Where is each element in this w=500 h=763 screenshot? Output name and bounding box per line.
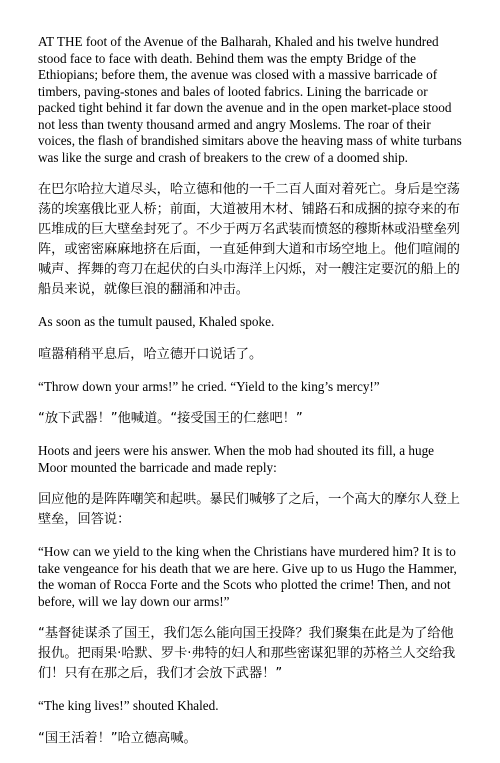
paragraph-en-moor-reply: “How can we yield to the king when the Christians have murdered him? It is to take vengeance for his death that we are here. Give up to us Hugo the Hammer, the woman of Rocca Forte and the Scots who plotted the crime! Then, and not before, will we lay down our arms!” <box>38 544 457 609</box>
paragraph-zh-hoots-and-jeers: 回应他的是阵阵嘲笑和起哄。暴民们喊够了之后，一个高大的摩尔人登上壁垒，回答说： <box>38 492 460 527</box>
document-page <box>38 34 463 763</box>
paragraph-en-king-lives: “The king lives!” shouted Khaled. <box>38 698 219 713</box>
paragraph-zh-throw-down-arms: “放下武器！”他喊道。“接受国王的仁慈吧！” <box>38 411 303 426</box>
paragraph-zh-king-lives: “国王活着！”哈立德高喊。 <box>38 730 197 746</box>
paragraph-zh-khaled-spoke: 喧嚣稍稍平息后，哈立德开口说话了。 <box>38 346 263 362</box>
paragraph-en-khaled-spoke: As soon as the tumult paused, Khaled spoke. <box>38 314 275 329</box>
paragraph-en-barricade: AT THE foot of the Avenue of the Balharah, Khaled and his twelve hundred stood face to face with death. Behind them was the empty Bridge of the Ethiopians; before them, the avenue was closed with a massive barricade of timbers, paving-stones and bales of looted fabrics. Lining the barricade or packed tight behind it far down the avenue and in the open market-place stood not less than twenty thousand armed and angry Moslems. The roar of their voices, the flash of brandished simitars above the heaving mass of white turbans was like the surge and crash of breakers to the crew of a doomed ship. <box>38 34 462 165</box>
paragraph-zh-moor-reply: “基督徒谋杀了国王，我们怎么能向国王投降？我们聚集在此是为了给他报仇。把雨果·哈默、罗卡·弗特的妇人和那些密谋犯罪的苏格兰人交给我们！只有在那之后，我们才会放下武器！” <box>38 626 456 681</box>
paragraph-en-throw-down-arms: “Throw down your arms!” he cried. “Yield to the king’s mercy!” <box>38 378 380 394</box>
paragraph-zh-barricade: 在巴尔哈拉大道尽头，哈立德和他的一千二百人面对着死亡。身后是空荡荡的埃塞俄比亚人桥；前面，大道被用木材、铺路石和成捆的掠夺来的布匹堆成的巨大壁垒封死了。不少于两万名武装而愤怒的穆斯林或沿壁垒列阵，或密密麻麻地挤在后面，一直延伸到大道和市场空地上。他们喧闹的喊声、挥舞的弯刀在起伏的白头巾海洋上闪烁，对一艘注定要沉的船上的船员来说，就像巨浪的翻涌和冲击。 <box>38 182 460 297</box>
paragraph-en-hoots-and-jeers: Hoots and jeers were his answer. When the mob had shouted its fill, a huge Moor mounted the barricade and made reply: <box>38 443 435 475</box>
